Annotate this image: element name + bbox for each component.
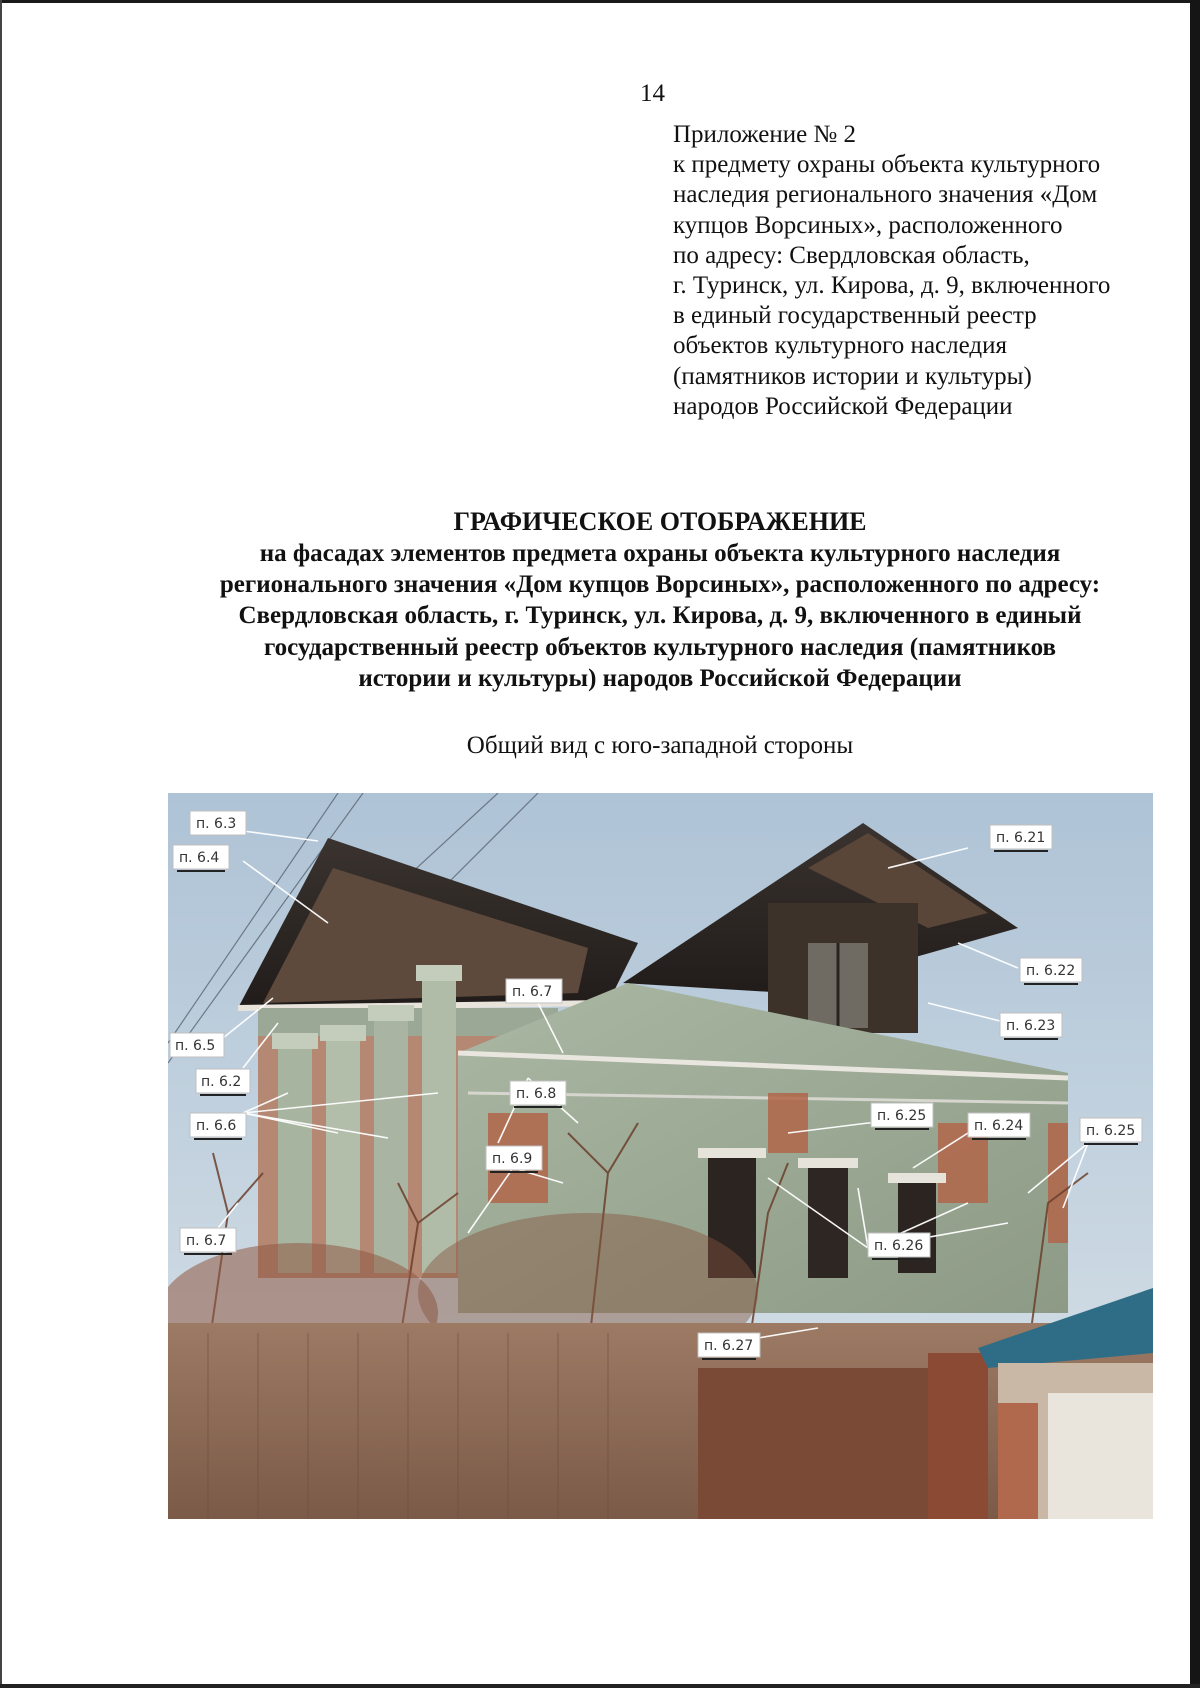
callout-label: п. 6.2	[201, 1074, 242, 1090]
callout-label: п. 6.8	[516, 1086, 557, 1102]
callout-label: п. 6.22	[1026, 963, 1076, 979]
document-heading	[130, 506, 1190, 694]
callout-6-24	[968, 1113, 1030, 1139]
appendix-line: (памятников истории и культуры)	[673, 362, 1032, 390]
callout-label: п. 6.3	[196, 816, 237, 832]
callout-label: п. 6.7	[186, 1233, 227, 1249]
callout-label: п. 6.7	[512, 984, 553, 1000]
callout-6-5	[170, 1033, 224, 1057]
callout-6-27	[698, 1333, 760, 1359]
scan-border-bottom	[0, 1684, 1200, 1688]
heading-line: регионального значения «Дом купцов Ворсиных», расположенного по адресу:	[219, 571, 1101, 599]
callout-6-3	[190, 811, 246, 835]
callout-label: п. 6.25	[877, 1108, 927, 1124]
appendix-line: купцов Ворсиных», расположенного	[673, 211, 1063, 239]
callout-label: п. 6.26	[874, 1238, 924, 1254]
callout-label: п. 6.4	[179, 850, 220, 866]
appendix-line: по адресу: Свердловская область,	[673, 241, 1030, 269]
heading-line: истории и культуры) народов Российской Федерации	[358, 664, 962, 692]
appendix-header	[673, 120, 1173, 422]
heading-title: ГРАФИЧЕСКОЕ ОТОБРАЖЕНИЕ	[453, 507, 867, 536]
callout-6-7-left	[180, 1228, 236, 1254]
callout-6-9	[486, 1146, 542, 1172]
callout-label: п. 6.25	[1086, 1123, 1136, 1139]
callout-label: п. 6.27	[704, 1338, 754, 1354]
callout-6-25-center	[871, 1103, 933, 1129]
scan-border-left	[0, 0, 2, 1688]
callout-6-2	[196, 1069, 250, 1095]
callout-label: п. 6.6	[196, 1118, 237, 1134]
callout-6-22	[1020, 958, 1082, 984]
heading-line: государственный реестр объектов культурного наследия (памятников	[263, 633, 1057, 661]
callout-6-6	[190, 1113, 246, 1139]
appendix-line: г. Туринск, ул. Кирова, д. 9, включенного	[673, 272, 1111, 300]
callout-label: п. 6.21	[996, 830, 1046, 846]
facade-photo	[168, 793, 1153, 1519]
appendix-line: объектов культурного наследия	[673, 332, 1007, 360]
page-number: 14	[640, 80, 665, 107]
callout-6-21	[990, 825, 1052, 851]
callout-6-25-right	[1080, 1118, 1142, 1144]
callout-6-23	[1000, 1013, 1062, 1039]
heading-line: на фасадах элементов предмета охраны объекта культурного наследия	[259, 540, 1061, 567]
callout-label: п. 6.23	[1006, 1018, 1056, 1034]
gate	[698, 1368, 928, 1519]
callout-label: п. 6.5	[175, 1038, 216, 1054]
callout-label: п. 6.9	[492, 1151, 533, 1167]
facade-illustration	[168, 793, 1153, 1519]
callout-6-7-center	[506, 979, 562, 1003]
callout-label: п. 6.24	[974, 1118, 1024, 1134]
scan-border-right	[1190, 0, 1200, 1688]
heading-line: Свердловская область, г. Туринск, ул. Кирова, д. 9, включенного в единый	[238, 602, 1082, 630]
callout-6-4	[173, 845, 229, 871]
appendix-line: Приложение № 2	[673, 121, 857, 148]
appendix-line: к предмету охраны объекта культурного	[673, 151, 1101, 179]
photo-caption: Общий вид с юго-западной стороны	[466, 732, 854, 759]
callout-6-8	[510, 1081, 566, 1107]
appendix-line: народов Российской Федерации	[673, 392, 1013, 420]
callout-6-26	[868, 1233, 930, 1259]
scan-border-top	[0, 0, 1200, 3]
appendix-line: в единый государственный реестр	[673, 302, 1037, 330]
appendix-line: наследия регионального значения «Дом	[673, 181, 1098, 209]
